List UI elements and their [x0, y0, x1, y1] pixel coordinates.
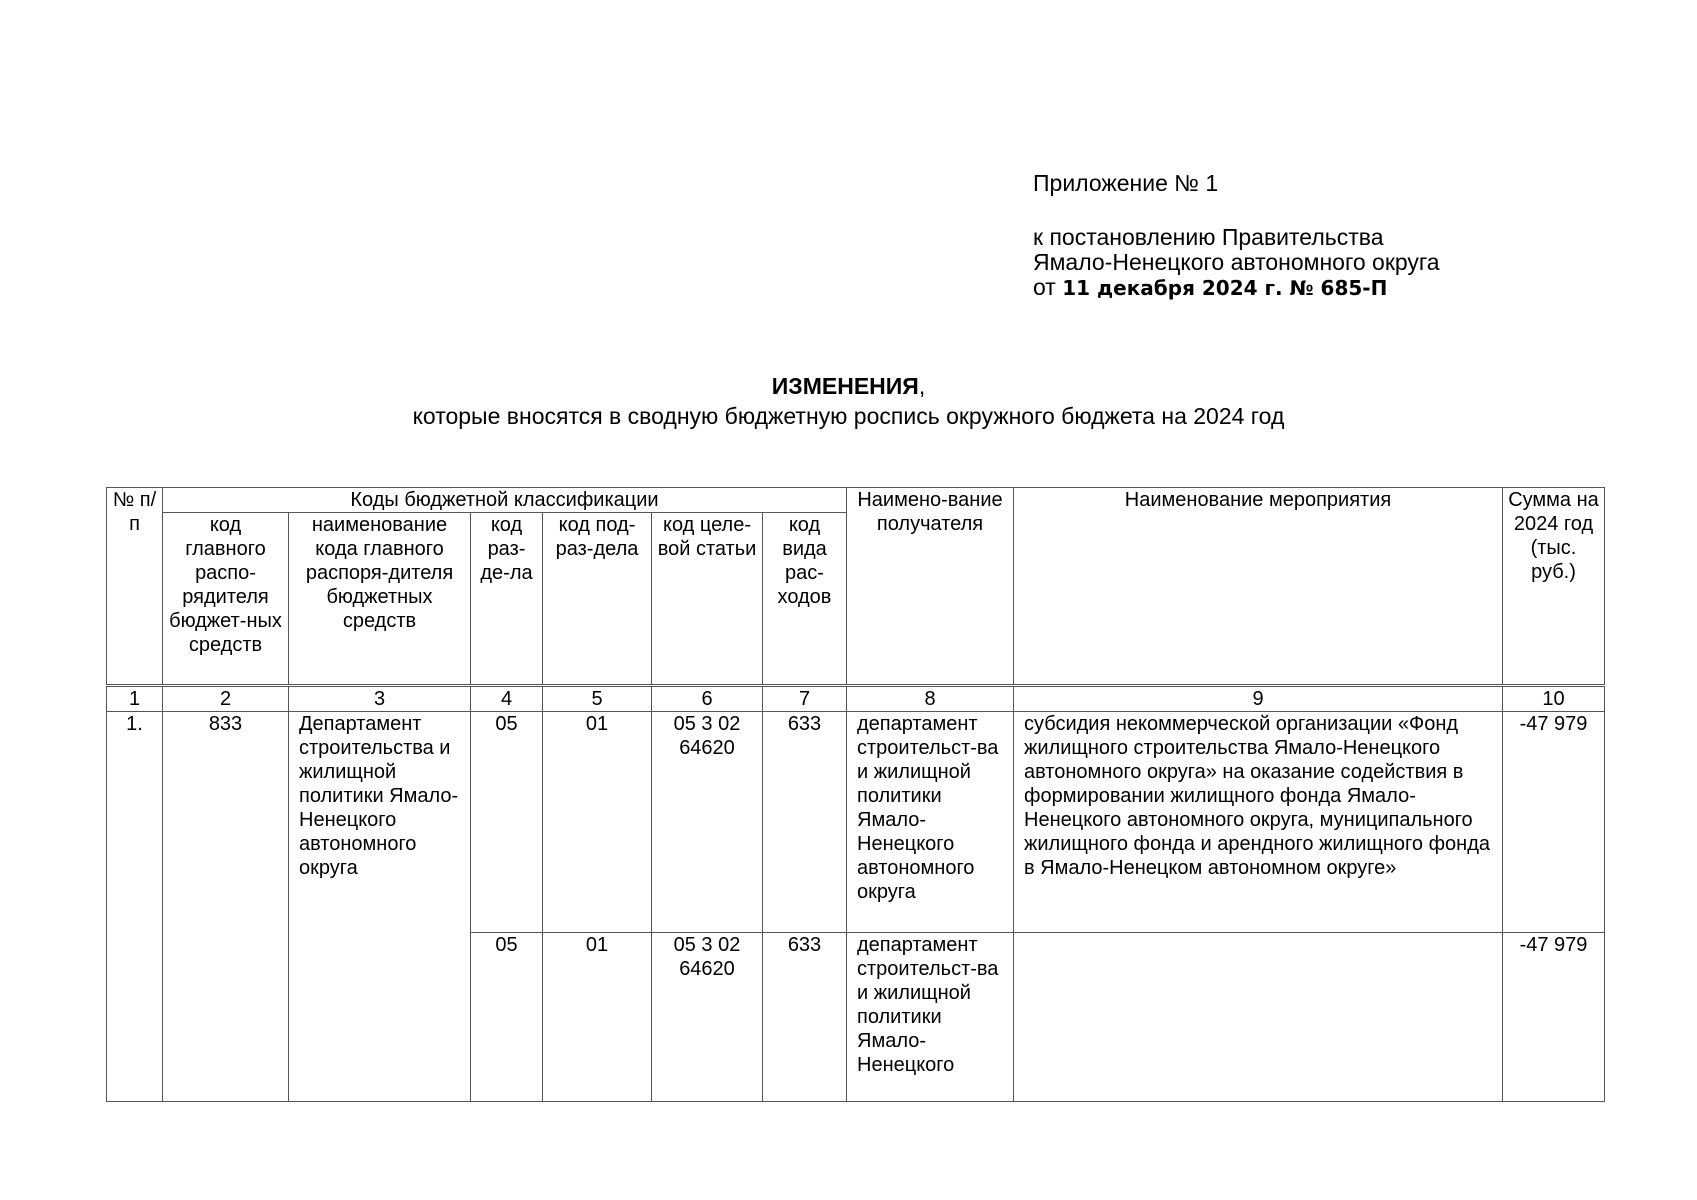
row-subsection: 01 [543, 712, 652, 933]
header-target: код целе-вой статьи [652, 513, 763, 686]
header-amount: Сумма на 2024 год (тыс. руб.) [1503, 488, 1605, 686]
row-section: 05 [471, 933, 543, 1102]
column-number: 4 [471, 686, 543, 712]
header-recipient: Наимено-вание получателя [847, 488, 1014, 686]
header-num: № п/п [107, 488, 163, 686]
appendix-number: Приложение № 1 [1033, 170, 1219, 196]
row-grbs-code: 833 [163, 712, 289, 1102]
column-number: 8 [847, 686, 1014, 712]
appendix-date-number: 11 декабря 2024 г. № 685-П [1062, 276, 1388, 300]
row-activity [1014, 933, 1503, 1102]
header-section: код раз-де-ла [471, 513, 543, 686]
row-section: 05 [471, 712, 543, 933]
column-number: 10 [1503, 686, 1605, 712]
row-activity: субсидия некоммерческой организации «Фонд жилищного строительства Ямало-Ненецкого автономного округа» на оказание содействия в формировании жилищного фонда Ямало-Ненецкого автономного округа, муниципального жилищного фонда и арендного жилищного фонда в Ямало-Ненецком автономном округе» [1014, 712, 1503, 933]
header-subsection: код под-раз-дела [543, 513, 652, 686]
row-recipient: департамент строительст-ва и жилищной политики Ямало-Ненецкого [847, 933, 1014, 1102]
appendix-government-line: Ямало-Ненецкого автономного округа [1033, 249, 1440, 275]
table-row [107, 712, 1605, 933]
header-grbs-code: код главного распо-рядителя бюджет-ных средств [163, 513, 289, 686]
row-target: 05 3 02 64620 [652, 712, 763, 933]
row-num: 1. [107, 712, 163, 1102]
row-subsection: 01 [543, 933, 652, 1102]
column-number: 6 [652, 686, 763, 712]
document-subtitle: которые вносятся в сводную бюджетную роспись окружного бюджета на 2024 год [412, 403, 1285, 429]
column-number: 7 [763, 686, 847, 712]
row-target: 05 3 02 64620 [652, 933, 763, 1102]
changes-table [106, 487, 1605, 1102]
row-recipient: департамент строительст-ва и жилищной политики Ямало-Ненецкого автономного округа [847, 712, 1014, 933]
appendix-block [1033, 171, 1440, 301]
header-expense-type: код вида рас-ходов [763, 513, 847, 686]
column-number: 5 [543, 686, 652, 712]
column-number: 1 [107, 686, 163, 712]
document-heading: ИЗМЕНЕНИЯ, [771, 373, 926, 399]
appendix-resolution-line: к постановлению Правительства [1033, 224, 1384, 250]
header-activity: Наименование мероприятия [1014, 488, 1503, 686]
header-grbs-name: наименование кода главного распоря-дителя бюджетных средств [289, 513, 471, 686]
column-number: 3 [289, 686, 471, 712]
row-expense-type: 633 [763, 933, 847, 1102]
document-heading-bold: ИЗМЕНЕНИЯ [771, 373, 919, 399]
column-number: 2 [163, 686, 289, 712]
appendix-date-prefix: от [1033, 274, 1056, 300]
header-codes-group: Коды бюджетной классификации [163, 488, 847, 513]
row-expense-type: 633 [763, 712, 847, 933]
row-amount: -47 979 [1503, 712, 1605, 933]
row-grbs-name: Департамент строительства и жилищной политики Ямало-Ненецкого автономного округа [289, 712, 471, 1102]
column-number: 9 [1014, 686, 1503, 712]
appendix-date-line [1033, 275, 1440, 301]
row-amount: -47 979 [1503, 933, 1605, 1102]
column-numbers-row [107, 686, 1605, 712]
